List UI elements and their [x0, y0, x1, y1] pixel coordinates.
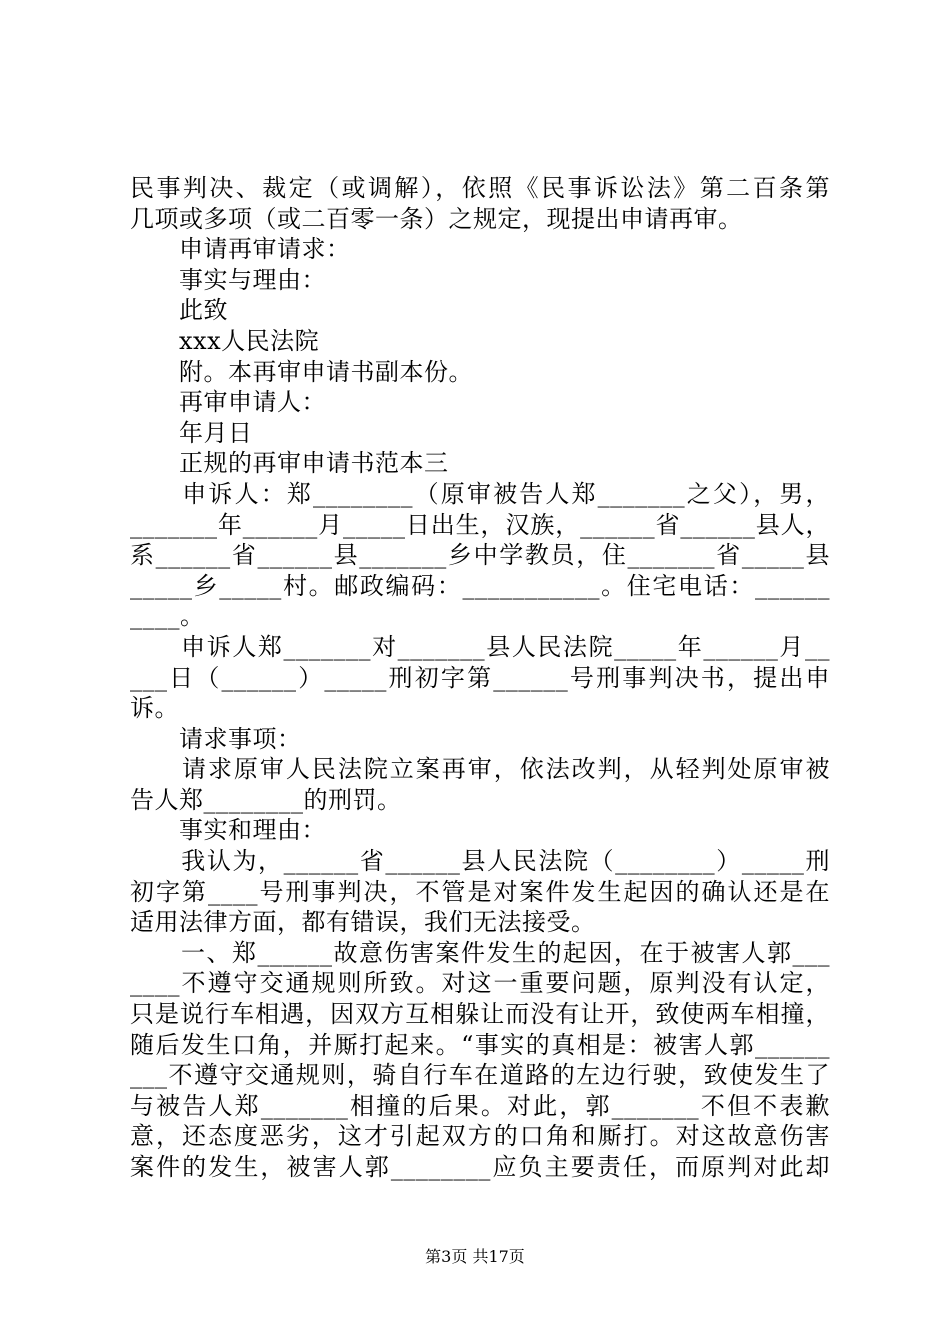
text-line: 事实与理由： [130, 265, 326, 294]
page-footer: 第3页 共17页 [425, 1247, 525, 1266]
text-line: ____不遵守交通规则所致。对这一重要问题，原判没有认定， [130, 969, 830, 998]
text-line: 事实和理由： [130, 816, 326, 845]
text-line: 告人郑________的刑罚。 [130, 785, 402, 814]
text-line: 请求原审人民法院立案再审，依法改判，从轻判处原审被 [130, 755, 830, 784]
document-body [130, 173, 830, 1183]
text-line: xxx人民法院 [130, 326, 320, 355]
text-line: 我认为，______省______县人民法院（________）_____刑 [130, 847, 830, 876]
text-line: 几项或多项（或二百零一条）之规定，现提出申请再审。 [130, 204, 743, 233]
text-line: 年月日 [130, 418, 253, 447]
text-line: _______年______月_____日出生，汉族，______省______县人， [130, 510, 830, 539]
text-line: 申诉人郑_______对_______县人民法院_____年______月__ [130, 632, 830, 661]
text-line: ___不遵守交通规则，骑自行车在道路的左边行驶，致使发生了 [130, 1061, 830, 1090]
text-line: ____。 [130, 602, 205, 631]
text-line: _____乡_____村。邮政编码：___________。住宅电话：______ [130, 571, 830, 600]
text-line: ___日（______）_____刑初字第______号刑事判决书，提出申 [130, 663, 830, 692]
text-line: 意，还态度恶劣，这才引起双方的口角和厮打。对这故意伤害 [130, 1122, 830, 1151]
text-line: 只是说行车相遇，因双方互相躲让而没有让开，致使两车相撞， [130, 1000, 830, 1029]
text-line: 请求事项： [130, 724, 302, 753]
text-line: 申请再审请求： [130, 235, 351, 264]
text-line: 此致 [130, 296, 228, 325]
text-line: 初字第____号刑事判决，不管是对案件发生起因的确认还是在 [130, 877, 830, 906]
text-line: 随后发生口角，并厮打起来。“事实的真相是：被害人郭______ [130, 1030, 830, 1059]
text-line: 系______省______县_______乡中学教员，住_______省_____县 [130, 541, 830, 570]
text-line: 诉。 [130, 694, 179, 723]
text-line: 适用法律方面，都有错误，我们无法接受。 [130, 908, 596, 937]
text-line: 申诉人：郑________（原审被告人郑_______之父），男， [130, 479, 830, 508]
text-line: 正规的再审申请书范本三 [130, 449, 449, 478]
text-line: 一、郑______故意伤害案件发生的起因，在于被害人郭___ [130, 938, 830, 967]
text-line: 与被告人郑_______相撞的后果。对此，郭_______不但不表歉 [130, 1091, 830, 1120]
text-line: 民事判决、裁定（或调解），依照《民事诉讼法》第二百条第 [130, 174, 830, 202]
text-line: 案件的发生，被害人郭________应负主要责任，而原判对此却 [130, 1153, 830, 1181]
text-line: 再审申请人： [130, 388, 326, 417]
text-line: 附。本再审申请书副本份。 [130, 357, 473, 386]
